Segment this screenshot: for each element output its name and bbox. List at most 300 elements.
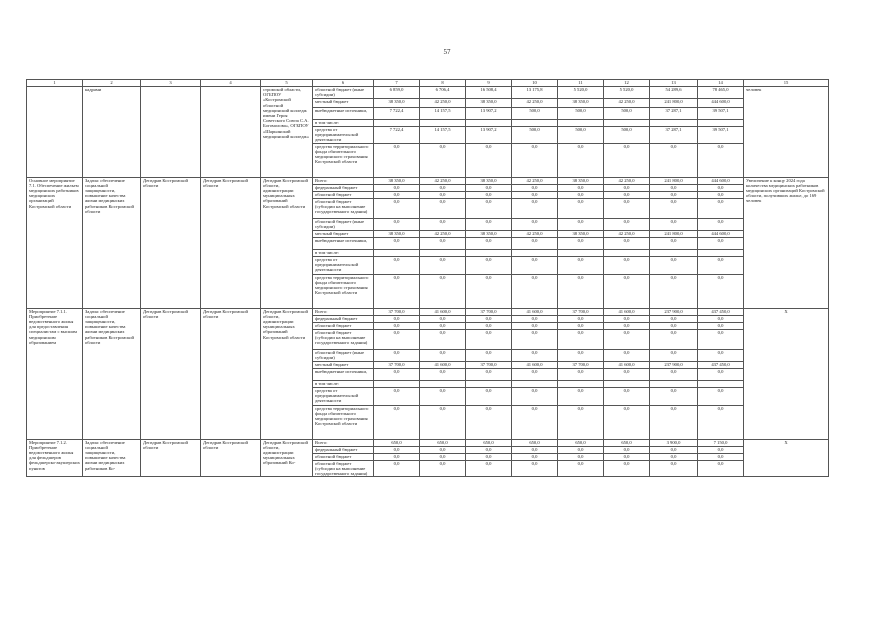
amount-cell: 41 600,0 xyxy=(420,361,466,368)
amount-cell: 0,0 xyxy=(420,315,466,322)
amount-cell: 0,0 xyxy=(558,453,604,460)
amount-cell: 0,0 xyxy=(558,387,604,405)
table-row xyxy=(27,177,829,184)
amount-cell: 0,0 xyxy=(650,446,698,453)
program-c5-cell: Депздрав Костромской области, администрации муниципальных образований Костромской области xyxy=(261,308,313,439)
amount-cell: 41 600,0 xyxy=(604,361,650,368)
program-c2-cell: кадрами xyxy=(83,87,141,178)
amount-cell: 0,0 xyxy=(466,453,512,460)
amount-cell: 0,0 xyxy=(698,405,744,439)
amount-cell: 0,0 xyxy=(420,368,466,380)
amount-cell: 0,0 xyxy=(558,184,604,191)
amount-cell: 0,0 xyxy=(374,237,420,249)
amount-cell: 39 507,1 xyxy=(698,127,744,144)
amount-cell: 7 722,4 xyxy=(374,127,420,144)
amount-cell: 0,0 xyxy=(650,315,698,322)
amount-cell: 42 250,0 xyxy=(604,99,650,108)
amount-cell xyxy=(698,120,744,127)
funding-source-label: средства территориального фонда обязательного медицинского страхования Костромской области xyxy=(313,143,374,177)
column-number: 14 xyxy=(698,80,744,87)
amount-cell: 500,0 xyxy=(512,127,558,144)
amount-cell: 0,0 xyxy=(466,198,512,218)
amount-cell: 241 800,0 xyxy=(650,99,698,108)
expected-result-cell: Увеличение к концу 2024 года количества медицинских работников медицинских организаций Костромской области, получивших жилье, до 169 человек xyxy=(744,177,829,308)
amount-cell: 0,0 xyxy=(698,256,744,274)
amount-cell: 650,0 xyxy=(374,439,420,446)
amount-cell: 6 859,0 xyxy=(374,87,420,99)
amount-cell: 0,0 xyxy=(420,446,466,453)
funding-source-label: внебюджетные источники, xyxy=(313,368,374,380)
amount-cell: 13 907,2 xyxy=(466,127,512,144)
amount-cell: 37 700,0 xyxy=(374,308,420,315)
amount-cell: 0,0 xyxy=(420,329,466,349)
funding-source-label: областной бюджет (субсидии на выполнение государственного задания) xyxy=(313,329,374,349)
amount-cell: 39 507,1 xyxy=(698,108,744,120)
column-number: 9 xyxy=(466,80,512,87)
amount-cell: 650,0 xyxy=(420,439,466,446)
amount-cell: 0,0 xyxy=(604,368,650,380)
amount-cell xyxy=(558,380,604,387)
column-number: 4 xyxy=(201,80,261,87)
amount-cell: 0,0 xyxy=(374,218,420,230)
amount-cell: 0,0 xyxy=(604,387,650,405)
amount-cell: 0,0 xyxy=(558,322,604,329)
amount-cell: 0,0 xyxy=(420,184,466,191)
amount-cell: 0,0 xyxy=(650,237,698,249)
amount-cell: 0,0 xyxy=(420,256,466,274)
amount-cell: 13 907,2 xyxy=(466,108,512,120)
amount-cell: 42 250,0 xyxy=(512,99,558,108)
amount-cell: 0,0 xyxy=(466,329,512,349)
amount-cell: 0,0 xyxy=(650,405,698,439)
funding-source-label: областной бюджет (иные субсидии) xyxy=(313,218,374,230)
amount-cell: 0,0 xyxy=(512,446,558,453)
column-number: 13 xyxy=(650,80,698,87)
amount-cell: 0,0 xyxy=(650,143,698,177)
amount-cell: 437 450,0 xyxy=(698,361,744,368)
amount-cell: 0,0 xyxy=(698,191,744,198)
amount-cell: 650,0 xyxy=(558,439,604,446)
amount-cell: 0,0 xyxy=(698,387,744,405)
funding-source-label: областной бюджет xyxy=(313,322,374,329)
funding-source-label: местный бюджет xyxy=(313,230,374,237)
funding-source-label: средства территориального фонда обязательного медицинского страхования Костромской области xyxy=(313,274,374,308)
amount-cell: 0,0 xyxy=(512,237,558,249)
amount-cell: 38 350,0 xyxy=(466,177,512,184)
amount-cell xyxy=(374,249,420,256)
amount-cell: 0,0 xyxy=(650,191,698,198)
amount-cell xyxy=(466,120,512,127)
amount-cell: 41 600,0 xyxy=(512,361,558,368)
amount-cell: 0,0 xyxy=(558,218,604,230)
funding-source-label: областной бюджет (субсидии на выполнение государственного задания) xyxy=(313,198,374,218)
amount-cell xyxy=(650,249,698,256)
funding-source-label: областной бюджет xyxy=(313,191,374,198)
amount-cell: 42 250,0 xyxy=(420,230,466,237)
amount-cell: 0,0 xyxy=(698,184,744,191)
amount-cell: 0,0 xyxy=(512,387,558,405)
amount-cell: 0,0 xyxy=(604,198,650,218)
amount-cell: 241 800,0 xyxy=(650,230,698,237)
funding-source-label: Всего: xyxy=(313,439,374,446)
funding-source-label: федеральный бюджет xyxy=(313,184,374,191)
program-c4-cell: Депздрав Костромской области xyxy=(201,177,261,308)
amount-cell: 0,0 xyxy=(374,368,420,380)
funding-source-label: местный бюджет xyxy=(313,361,374,368)
program-c3-cell: Депздрав Костромской области xyxy=(141,177,201,308)
amount-cell: 41 600,0 xyxy=(420,308,466,315)
amount-cell: 0,0 xyxy=(698,237,744,249)
amount-cell: 0,0 xyxy=(512,460,558,477)
funding-source-label: областной бюджет (иные субсидии) xyxy=(313,349,374,361)
amount-cell: 500,0 xyxy=(558,127,604,144)
amount-cell: 0,0 xyxy=(374,453,420,460)
amount-cell: 38 350,0 xyxy=(374,230,420,237)
amount-cell: 41 600,0 xyxy=(604,308,650,315)
amount-cell: 237 900,0 xyxy=(650,361,698,368)
amount-cell: 42 250,0 xyxy=(604,177,650,184)
amount-cell: 0,0 xyxy=(650,322,698,329)
amount-cell: 54 289,6 xyxy=(650,87,698,99)
amount-cell: 0,0 xyxy=(466,191,512,198)
funding-source-label: в том числе: xyxy=(313,380,374,387)
amount-cell: 6 706,4 xyxy=(420,87,466,99)
amount-cell: 0,0 xyxy=(604,405,650,439)
amount-cell xyxy=(374,120,420,127)
amount-cell: 0,0 xyxy=(604,329,650,349)
program-c3-cell: Депздрав Костромской области xyxy=(141,439,201,477)
column-number: 2 xyxy=(83,80,141,87)
amount-cell: 14 157,5 xyxy=(420,108,466,120)
amount-cell: 0,0 xyxy=(420,143,466,177)
column-number: 12 xyxy=(604,80,650,87)
amount-cell: 0,0 xyxy=(604,274,650,308)
amount-cell xyxy=(374,380,420,387)
amount-cell: 0,0 xyxy=(420,198,466,218)
amount-cell: 0,0 xyxy=(374,322,420,329)
amount-cell: 0,0 xyxy=(420,453,466,460)
funding-source-label: в том числе: xyxy=(313,120,374,127)
table-row xyxy=(27,87,829,99)
program-c4-cell: Депздрав Костромской области xyxy=(201,308,261,439)
amount-cell: 0,0 xyxy=(512,256,558,274)
amount-cell: 0,0 xyxy=(604,256,650,274)
amount-cell: 0,0 xyxy=(466,460,512,477)
amount-cell xyxy=(604,120,650,127)
amount-cell: 650,0 xyxy=(604,439,650,446)
amount-cell: 0,0 xyxy=(698,453,744,460)
amount-cell: 0,0 xyxy=(698,329,744,349)
amount-cell: 42 250,0 xyxy=(604,230,650,237)
amount-cell: 38 350,0 xyxy=(374,177,420,184)
amount-cell: 5 520,0 xyxy=(604,87,650,99)
amount-cell: 41 600,0 xyxy=(512,308,558,315)
amount-cell: 42 250,0 xyxy=(420,99,466,108)
amount-cell: 0,0 xyxy=(466,446,512,453)
amount-cell: 0,0 xyxy=(512,322,558,329)
amount-cell: 0,0 xyxy=(466,143,512,177)
amount-cell: 0,0 xyxy=(558,349,604,361)
column-number: 3 xyxy=(141,80,201,87)
column-number-row xyxy=(27,80,829,87)
amount-cell: 0,0 xyxy=(466,349,512,361)
amount-cell: 500,0 xyxy=(558,108,604,120)
column-number: 7 xyxy=(374,80,420,87)
amount-cell: 0,0 xyxy=(512,453,558,460)
amount-cell: 42 250,0 xyxy=(512,230,558,237)
amount-cell: 42 250,0 xyxy=(420,177,466,184)
amount-cell: 0,0 xyxy=(374,446,420,453)
amount-cell xyxy=(466,249,512,256)
amount-cell: 78 465,0 xyxy=(698,87,744,99)
amount-cell: 38 350,0 xyxy=(558,230,604,237)
program-c5-cell: Депздрав Костромской области, администрации муниципальных образований Ко- xyxy=(261,439,313,477)
column-number: 6 xyxy=(313,80,374,87)
amount-cell: 0,0 xyxy=(558,446,604,453)
amount-cell: 0,0 xyxy=(604,237,650,249)
amount-cell: 0,0 xyxy=(374,143,420,177)
funding-source-label: местный бюджет xyxy=(313,99,374,108)
funding-source-label: в том числе: xyxy=(313,249,374,256)
amount-cell: 0,0 xyxy=(374,387,420,405)
amount-cell: 0,0 xyxy=(466,322,512,329)
amount-cell: 38 350,0 xyxy=(558,99,604,108)
amount-cell: 0,0 xyxy=(420,218,466,230)
program-c5-cell: стромской области, ОГБПОУ «Костромской областной медицинский колледж имени Героя Советского Союза С.А. Богомолова», ОГБПОУ «Шарьинский медицинский колледж» xyxy=(261,87,313,178)
amount-cell: 0,0 xyxy=(698,349,744,361)
program-c5-cell: Депздрав Костромской области, администрации муниципальных образований Костромской области xyxy=(261,177,313,308)
amount-cell: 0,0 xyxy=(698,368,744,380)
amount-cell: 500,0 xyxy=(604,108,650,120)
amount-cell xyxy=(650,120,698,127)
amount-cell: 0,0 xyxy=(698,315,744,322)
funding-source-label: средства от предпринимательской деятельности xyxy=(313,256,374,274)
amount-cell: 0,0 xyxy=(512,315,558,322)
amount-cell: 38 350,0 xyxy=(466,99,512,108)
page-number: 57 xyxy=(443,48,451,56)
amount-cell: 0,0 xyxy=(558,368,604,380)
amount-cell: 0,0 xyxy=(466,256,512,274)
program-c3-cell xyxy=(141,87,201,178)
amount-cell xyxy=(420,380,466,387)
amount-cell xyxy=(512,249,558,256)
amount-cell: 5 520,0 xyxy=(558,87,604,99)
amount-cell: 37 700,0 xyxy=(558,308,604,315)
amount-cell: 0,0 xyxy=(558,237,604,249)
amount-cell: 0,0 xyxy=(604,349,650,361)
amount-cell: 0,0 xyxy=(374,349,420,361)
amount-cell: 0,0 xyxy=(558,256,604,274)
amount-cell: 0,0 xyxy=(558,329,604,349)
budget-table xyxy=(26,79,829,477)
amount-cell: 650,0 xyxy=(466,439,512,446)
program-c1-cell: Мероприятие 7.1.2. Приобретение ведомственного жилья для фельдшеров фельдшерско-акушерских пунктов xyxy=(27,439,83,477)
amount-cell: 0,0 xyxy=(604,322,650,329)
amount-cell: 7 150,0 xyxy=(698,439,744,446)
funding-source-label: Всего: xyxy=(313,177,374,184)
amount-cell: 0,0 xyxy=(558,143,604,177)
amount-cell xyxy=(558,249,604,256)
funding-source-label: областной бюджет (субсидии на выполнение государственного задания) xyxy=(313,460,374,477)
funding-source-label: областной бюджет (иные субсидии) xyxy=(313,87,374,99)
amount-cell: 0,0 xyxy=(420,460,466,477)
column-number: 15 xyxy=(744,80,829,87)
amount-cell: 13 175,8 xyxy=(512,87,558,99)
amount-cell: 0,0 xyxy=(512,191,558,198)
amount-cell: 0,0 xyxy=(650,184,698,191)
amount-cell: 0,0 xyxy=(512,274,558,308)
amount-cell: 14 157,5 xyxy=(420,127,466,144)
amount-cell: 0,0 xyxy=(420,237,466,249)
amount-cell: 437 450,0 xyxy=(698,308,744,315)
amount-cell: 0,0 xyxy=(650,218,698,230)
column-number: 1 xyxy=(27,80,83,87)
amount-cell: 444 600,0 xyxy=(698,230,744,237)
funding-source-label: Всего: xyxy=(313,308,374,315)
amount-cell: 0,0 xyxy=(466,368,512,380)
amount-cell xyxy=(512,120,558,127)
amount-cell: 0,0 xyxy=(698,274,744,308)
amount-cell: 0,0 xyxy=(420,191,466,198)
amount-cell: 0,0 xyxy=(466,237,512,249)
amount-cell: 0,0 xyxy=(558,405,604,439)
amount-cell: 0,0 xyxy=(374,256,420,274)
amount-cell: 0,0 xyxy=(512,349,558,361)
amount-cell: 0,0 xyxy=(604,143,650,177)
amount-cell: 0,0 xyxy=(604,184,650,191)
amount-cell xyxy=(558,120,604,127)
funding-source-label: областной бюджет xyxy=(313,453,374,460)
amount-cell: 37 287,1 xyxy=(650,108,698,120)
amount-cell xyxy=(698,249,744,256)
amount-cell: 37 700,0 xyxy=(466,308,512,315)
amount-cell: 0,0 xyxy=(558,198,604,218)
amount-cell: 0,0 xyxy=(512,368,558,380)
amount-cell: 0,0 xyxy=(374,405,420,439)
amount-cell: 500,0 xyxy=(604,127,650,144)
column-number: 5 xyxy=(261,80,313,87)
funding-source-label: средства территориального фонда обязательного медицинского страхования Костромской области xyxy=(313,405,374,439)
amount-cell: 37 700,0 xyxy=(374,361,420,368)
column-number: 10 xyxy=(512,80,558,87)
amount-cell: 0,0 xyxy=(466,218,512,230)
amount-cell: 0,0 xyxy=(558,460,604,477)
amount-cell: 444 600,0 xyxy=(698,177,744,184)
column-number: 8 xyxy=(420,80,466,87)
amount-cell: 237 900,0 xyxy=(650,308,698,315)
amount-cell: 0,0 xyxy=(466,405,512,439)
amount-cell: 0,0 xyxy=(374,460,420,477)
amount-cell xyxy=(604,249,650,256)
program-c2-cell: Задача: обеспечение социальной защищенности, повышение качества жизни медицинских работников Ко- xyxy=(83,439,141,477)
funding-source-label: средства от предпринимательской деятельности xyxy=(313,387,374,405)
amount-cell xyxy=(420,120,466,127)
amount-cell: 0,0 xyxy=(374,274,420,308)
funding-source-label: федеральный бюджет xyxy=(313,315,374,322)
expected-result-cell: X xyxy=(744,308,829,439)
amount-cell: 0,0 xyxy=(698,446,744,453)
amount-cell: 0,0 xyxy=(698,198,744,218)
amount-cell: 0,0 xyxy=(374,315,420,322)
program-c2-cell: Задача: обеспечение социальной защищенности, повышение качества жизни медицинских работников Костромской области xyxy=(83,308,141,439)
amount-cell: 37 287,1 xyxy=(650,127,698,144)
amount-cell: 0,0 xyxy=(558,274,604,308)
amount-cell: 0,0 xyxy=(512,143,558,177)
amount-cell: 0,0 xyxy=(374,184,420,191)
amount-cell: 37 700,0 xyxy=(558,361,604,368)
amount-cell: 500,0 xyxy=(512,108,558,120)
amount-cell: 0,0 xyxy=(604,191,650,198)
program-c2-cell: Задача: обеспечение социальной защищенности, повышение качества жизни медицинских работников Костромской области xyxy=(83,177,141,308)
amount-cell xyxy=(604,380,650,387)
amount-cell: 38 350,0 xyxy=(558,177,604,184)
table-row xyxy=(27,308,829,315)
amount-cell: 0,0 xyxy=(466,274,512,308)
amount-cell: 0,0 xyxy=(466,315,512,322)
amount-cell: 0,0 xyxy=(650,274,698,308)
amount-cell: 444 600,0 xyxy=(698,99,744,108)
amount-cell xyxy=(466,380,512,387)
expected-result-cell: X xyxy=(744,439,829,477)
amount-cell xyxy=(512,380,558,387)
amount-cell: 0,0 xyxy=(558,191,604,198)
amount-cell: 0,0 xyxy=(420,405,466,439)
amount-cell: 0,0 xyxy=(512,184,558,191)
amount-cell: 0,0 xyxy=(374,329,420,349)
program-c1-cell xyxy=(27,87,83,178)
funding-source-label: средства от предпринимательской деятельности xyxy=(313,127,374,144)
amount-cell: 0,0 xyxy=(650,349,698,361)
amount-cell: 0,0 xyxy=(420,349,466,361)
amount-cell: 0,0 xyxy=(466,387,512,405)
amount-cell: 0,0 xyxy=(604,453,650,460)
amount-cell: 0,0 xyxy=(374,198,420,218)
amount-cell: 0,0 xyxy=(650,198,698,218)
amount-cell: 0,0 xyxy=(650,329,698,349)
amount-cell: 7 722,4 xyxy=(374,108,420,120)
amount-cell xyxy=(650,380,698,387)
amount-cell: 0,0 xyxy=(420,387,466,405)
amount-cell: 650,0 xyxy=(512,439,558,446)
amount-cell: 0,0 xyxy=(604,460,650,477)
program-c1-cell: Мероприятие 7.1.1. Приобретение ведомственного жилья для предоставления специалистам с высшим медицинским образованием xyxy=(27,308,83,439)
amount-cell: 0,0 xyxy=(420,322,466,329)
amount-cell: 38 350,0 xyxy=(466,230,512,237)
amount-cell: 0,0 xyxy=(604,218,650,230)
funding-source-label: внебюджетные источники, xyxy=(313,108,374,120)
column-number: 11 xyxy=(558,80,604,87)
amount-cell: 0,0 xyxy=(420,274,466,308)
amount-cell: 0,0 xyxy=(698,218,744,230)
amount-cell: 0,0 xyxy=(512,405,558,439)
amount-cell: 0,0 xyxy=(558,315,604,322)
program-c4-cell xyxy=(201,87,261,178)
amount-cell: 0,0 xyxy=(698,322,744,329)
funding-source-label: внебюджетные источники, xyxy=(313,237,374,249)
amount-cell: 0,0 xyxy=(604,315,650,322)
program-c4-cell: Депздрав Костромской области xyxy=(201,439,261,477)
amount-cell: 37 700,0 xyxy=(466,361,512,368)
amount-cell: 0,0 xyxy=(650,256,698,274)
table-row xyxy=(27,439,829,446)
funding-source-label: федеральный бюджет xyxy=(313,446,374,453)
amount-cell: 0,0 xyxy=(512,198,558,218)
program-c3-cell: Депздрав Костромской области xyxy=(141,308,201,439)
amount-cell: 0,0 xyxy=(374,191,420,198)
amount-cell: 0,0 xyxy=(698,143,744,177)
amount-cell: 0,0 xyxy=(604,446,650,453)
amount-cell: 0,0 xyxy=(512,329,558,349)
